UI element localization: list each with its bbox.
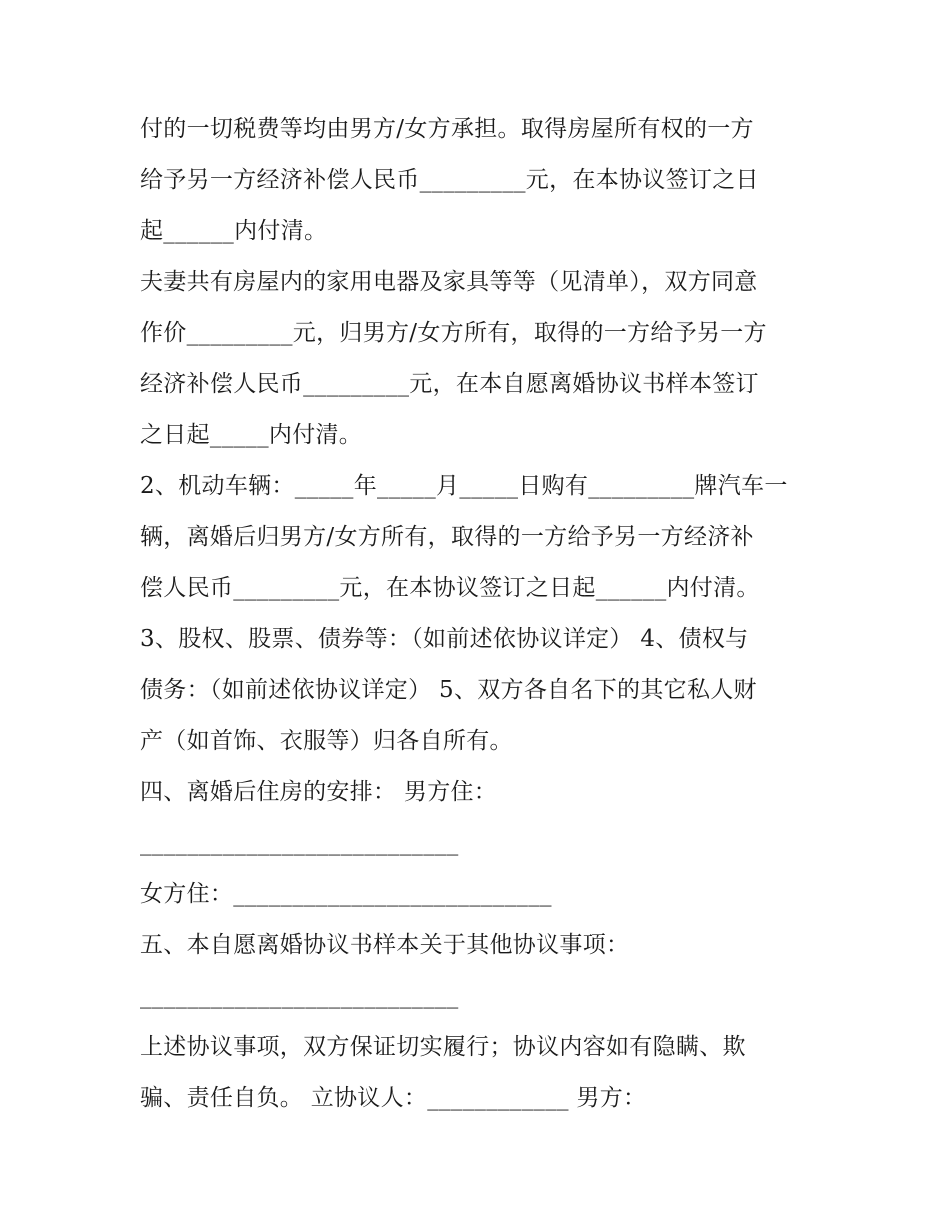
- text-line: 起______内付清。: [140, 218, 328, 244]
- text-line: 债务：（如前述依协议详定） 5、双方各自名下的其它私人财: [140, 677, 757, 703]
- section-heading-other-matters: 五、本自愿离婚协议书样本关于其他协议事项：: [140, 932, 630, 958]
- text-line: 给予另一方经济补偿人民币_________元，在本协议签订之日: [140, 167, 759, 193]
- document-body: [140, 104, 820, 1124]
- text-line: 作价_________元，归男方/女方所有，取得的一方给予另一方: [140, 320, 767, 346]
- text-line: 辆，离婚后归男方/女方所有，取得的一方给予另一方经济补: [140, 524, 754, 550]
- text-line: 夫妻共有房屋内的家用电器及家具等等（见清单），双方同意: [140, 269, 758, 295]
- text-line: 3、股权、股票、债券等：（如前述依协议详定） 4、债权与: [140, 626, 749, 652]
- section-heading-housing: 四、离婚后住房的安排： 男方住：: [140, 779, 498, 805]
- female-residence-line: 女方住：___________________________: [140, 881, 552, 907]
- blank-line-male-residence: ___________________________: [140, 830, 459, 856]
- blank-line-other-matters: ___________________________: [140, 983, 459, 1009]
- text-line: 上述协议事项，双方保证切实履行；协议内容如有隐瞒、欺: [140, 1034, 746, 1060]
- text-line: 之日起_____内付清。: [140, 422, 363, 448]
- text-line: 产（如首饰、衣服等）归各自所有。: [140, 728, 513, 754]
- signature-line: 骗、责任自负。 立协议人：____________ 男方：: [140, 1085, 647, 1111]
- text-line: 偿人民币_________元，在本协议签订之日起______内付清。: [140, 575, 760, 601]
- text-line: 2、机动车辆：_____年_____月_____日购有_________牌汽车一: [140, 473, 788, 499]
- text-line: 付的一切税费等均由男方/女方承担。取得房屋所有权的一方: [140, 116, 754, 142]
- text-line: 经济补偿人民币_________元，在本自愿离婚协议书样本签订: [140, 371, 759, 397]
